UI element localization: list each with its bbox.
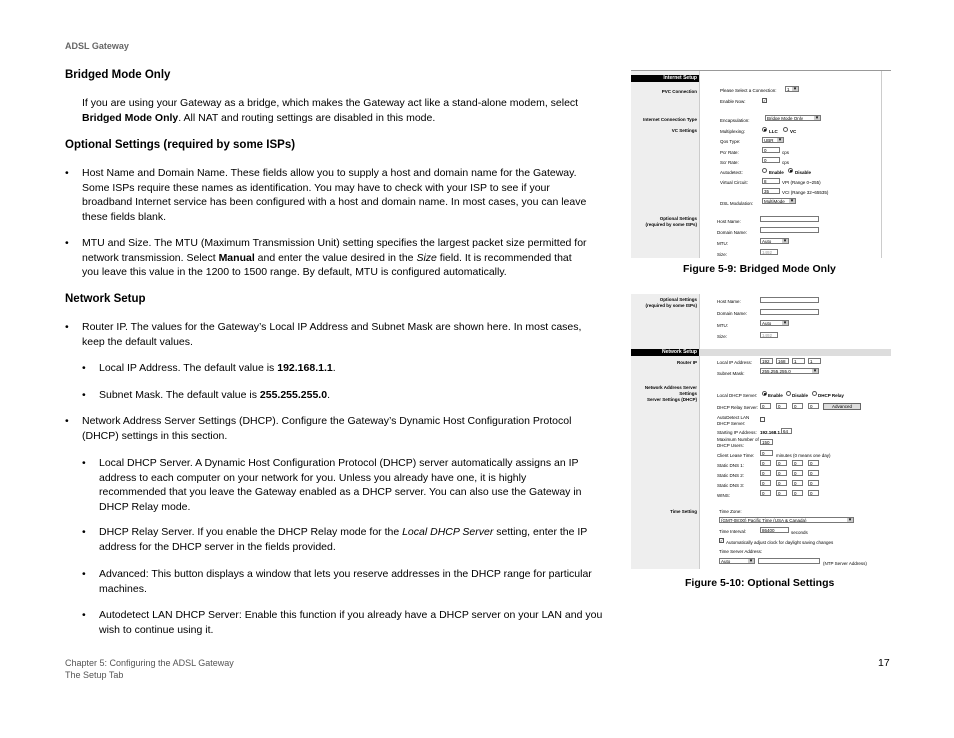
bullet-dot: • (82, 457, 86, 469)
dns-octet-input[interactable]: 0 (792, 460, 803, 466)
section-label-optional: Optional Settings (659, 297, 697, 302)
text-line: Router IP. The values for the Gateway’s Local IP Address and Subnet Mask are shown here. In most cases, (82, 321, 582, 333)
text-line: recommended that you leave the Gateway enabled as a DHCP server. You can also use the Gateway in (99, 486, 582, 498)
field-label: Scr Rate: (720, 160, 739, 165)
text-line: machines. (99, 582, 147, 595)
bullet-mtu (65, 236, 587, 280)
text-line: Autodetect LAN DHCP Server: Enable this function if you already have a DHCP server on your LAN and you (99, 609, 603, 621)
relay-octet-input[interactable]: 0 (808, 403, 819, 409)
sub-bullet-local-ip (82, 361, 336, 376)
text-span: and enter the value desired in the (254, 251, 417, 264)
field-label: Time Zone: (719, 509, 742, 514)
sub-bullet-relay (82, 525, 588, 554)
section-label-optional-sub: (required by some ISPs) (645, 303, 697, 308)
text-span: . All NAT and routing settings are disabled in this mode. (178, 111, 436, 124)
autodetect-lan-checkbox[interactable] (760, 417, 765, 422)
bullet-dot: • (82, 568, 86, 580)
field-label: Local IP Address: (717, 360, 752, 365)
bold-term: 255.255.255.0 (259, 389, 328, 401)
host-name-input[interactable] (760, 297, 819, 303)
autodetect-enable-radio[interactable] (762, 168, 767, 173)
dhcp-relay-radio[interactable] (812, 391, 817, 396)
field-label: Static DNS 1: (717, 463, 745, 468)
dns-octet-input[interactable]: 0 (776, 460, 787, 466)
range-label: VPI (Range 0~255) (782, 180, 821, 185)
field-label: Local DHCP Server: (717, 393, 758, 398)
divider (881, 71, 882, 258)
bold-term: Manual (218, 251, 255, 264)
field-label: Client Lease Time: (717, 453, 755, 458)
sub-bullet-local-dhcp (82, 456, 582, 514)
running-header: ADSL Gateway (65, 41, 129, 51)
section-bar-network-setup: Network Setup (631, 349, 699, 356)
italic-term: Local DHCP Server (402, 526, 494, 538)
ip-octet-input[interactable]: 1 (792, 358, 805, 364)
connection-select[interactable]: 1 ▾ (785, 86, 799, 92)
lease-time-input[interactable]: 0 (760, 450, 773, 456)
radio-label: Enable (768, 393, 783, 398)
relay-octet-input[interactable]: 0 (776, 403, 787, 409)
dns-octet-input[interactable]: 0 (792, 470, 803, 476)
wins-octet-input[interactable]: 0 (792, 490, 803, 496)
wins-octet-input[interactable]: 0 (776, 490, 787, 496)
field-label: AutoDetect LAN (717, 415, 750, 420)
text-span: . (327, 389, 330, 401)
text-line: Advanced: This button displays a window that lets you reserve addresses in the DHCP range for particular (99, 568, 592, 580)
field-label: DHCP Users: (717, 443, 744, 448)
bullet-dot: • (65, 415, 69, 427)
mtu-select[interactable]: Auto ▾ (760, 320, 789, 326)
radio-label: DHCP Relay (818, 393, 844, 398)
bullet-dot: • (82, 526, 86, 538)
section-label-nas: Network Address Server (644, 385, 697, 390)
vc-radio[interactable] (783, 127, 788, 132)
field-label: Static DNS 2: (717, 473, 745, 478)
radio-label: Enable (769, 170, 784, 175)
field-label: WINS: (717, 493, 730, 498)
unit-label: cps (782, 160, 790, 165)
text-line: Network Address Server Settings (DHCP). Configure the Gateway’s Dynamic Host Configuration Protocol (82, 415, 572, 427)
field-label: DHCP Server: (717, 421, 746, 426)
checkbox-label: Automatically adjust clock for daylight saving changes (726, 540, 834, 545)
wins-octet-input[interactable]: 0 (808, 490, 819, 496)
section-label-time: Time Setting (670, 509, 697, 514)
field-label: MTU: (717, 323, 728, 328)
text-line: Some ISPs require these names as identification. You may have to check with your ISP to see if your (82, 181, 550, 194)
dns-octet-input[interactable]: 0 (760, 480, 771, 486)
field-label: Static DNS 3: (717, 483, 745, 488)
advanced-button[interactable]: Advanced (823, 403, 861, 410)
field-label: Size: (717, 334, 728, 339)
text-line (99, 361, 336, 376)
bullet-dot: • (65, 237, 69, 249)
section-label-nas: Settings (679, 391, 697, 396)
dns-octet-input[interactable]: 0 (808, 470, 819, 476)
ip-octet-input[interactable]: 168 (776, 358, 789, 364)
vci-input[interactable]: 35 (762, 188, 780, 194)
radio-label: VC (790, 129, 797, 134)
ip-octet-input[interactable]: 192 (760, 358, 773, 364)
text-line: address to each computer on your network for you. Unless you already have one, it is highly (99, 471, 527, 484)
text-line: The Setup Tab (65, 670, 124, 680)
dns-octet-input[interactable]: 0 (808, 480, 819, 486)
unit-label: (NTP Server Address) (823, 561, 867, 566)
text-line: Local DHCP Server. A Dynamic Host Configuration Protocol (DHCP) server automatically assigns an IP (99, 457, 579, 469)
unit-label: cps (782, 150, 790, 155)
text-span: network transmission. Select (82, 251, 219, 264)
ip-octet-input[interactable]: 1 (808, 358, 821, 364)
bullet-dhcp (65, 414, 572, 443)
bullet-dot: • (82, 362, 86, 374)
field-label: Domain Name: (717, 311, 748, 316)
section-label-nas: Server Settings (DHCP) (646, 397, 697, 402)
text-line (82, 111, 587, 126)
wins-octet-input[interactable]: 0 (760, 490, 771, 496)
size-input[interactable]: 1492 (760, 249, 778, 255)
text-line: these fields blank. (82, 210, 167, 223)
text-line (99, 388, 330, 403)
range-label: VCI (Range 32~65535) (782, 190, 829, 195)
field-label: Pcr Rate: (720, 150, 739, 155)
time-zone-select[interactable]: (GMT-08:00) Pacific Time (USA & Canada) ▾ (719, 517, 854, 523)
relay-octet-input[interactable]: 0 (760, 403, 771, 409)
divider (699, 294, 700, 569)
text-span: setting, enter the IP (493, 526, 588, 538)
time-server-input[interactable] (758, 558, 820, 564)
section-label-ict: Internet Connection Type (643, 117, 697, 122)
field-label: Time Server Address: (719, 549, 763, 554)
text-line: keep the default values. (82, 335, 193, 348)
section-title-bridged: Bridged Mode Only (65, 69, 171, 81)
field-label: Maximum Number of (717, 437, 759, 442)
text-line: wish to continue using it. (99, 623, 214, 636)
dsl-modulation-select[interactable]: MultiMode ▾ (762, 198, 796, 204)
text-line: Host Name and Domain Name. These fields allow you to supply a host and domain name for the Gateway. (82, 167, 577, 179)
dhcp-enable-radio[interactable] (762, 391, 767, 396)
page-number: 17 (878, 657, 890, 669)
dns-octet-input[interactable]: 0 (792, 480, 803, 486)
text-span: . (332, 362, 336, 374)
domain-name-input[interactable] (760, 309, 819, 315)
text-span: Local IP Address. The default value is (99, 362, 278, 374)
field-label: Autodetect: (720, 170, 743, 175)
dns-octet-input[interactable]: 0 (760, 460, 771, 466)
text-line: If you are using your Gateway as a bridge, which makes the Gateway act like a stand-alone modem, select (82, 97, 579, 109)
bullet-dot: • (82, 609, 86, 621)
section-title-network: Network Setup (65, 293, 146, 305)
encapsulation-select[interactable]: Bridge Mode Only ▾ (765, 115, 821, 121)
field-label: Size: (717, 252, 728, 257)
footer-chapter (65, 657, 234, 681)
subnet-mask-select[interactable]: 255.255.255.0 ▾ (760, 368, 819, 374)
text-line: Chapter 5: Configuring the ADSL Gateway (65, 658, 234, 668)
field-label: Please Select a Connection: (720, 88, 777, 93)
dhcp-disable-radio[interactable] (786, 391, 791, 396)
llc-radio[interactable] (762, 127, 767, 132)
enable-now-checkbox[interactable]: ✓ (763, 98, 767, 103)
section-label-vc: VC Settings (671, 128, 697, 133)
text-line (99, 525, 587, 540)
starting-ip-prefix: 192.168.1. (760, 430, 782, 435)
bold-term: 192.168.1.1 (277, 362, 333, 374)
radio-label: Disable (792, 393, 809, 398)
unit-label: seconds (791, 530, 808, 535)
time-interval-input[interactable]: 86400 (760, 527, 789, 533)
text-line: you leave this value in the 1200 to 1500 range. By default, MTU is configured automatically. (82, 266, 507, 278)
field-label: Host Name: (717, 219, 741, 224)
text-line (82, 251, 587, 266)
field-label: MTU: (717, 241, 728, 246)
figure-left-column (631, 294, 699, 569)
relay-octet-input[interactable]: 0 (792, 403, 803, 409)
dns-octet-input[interactable]: 0 (760, 470, 771, 476)
bullet-dot: • (82, 389, 86, 401)
bullet-dot: • (65, 321, 69, 333)
size-input[interactable]: 1492 (760, 332, 778, 338)
field-label: DHCP Relay Server: (717, 405, 759, 410)
max-users-input[interactable]: 150 (760, 439, 773, 445)
qos-select[interactable]: UBR ▾ (762, 137, 784, 143)
text-line: MTU and Size. The MTU (Maximum Transmission Unit) setting specifies the largest packet size permitted for (82, 237, 587, 249)
dns-octet-input[interactable]: 0 (776, 470, 787, 476)
bullet-dot: • (65, 167, 69, 179)
section-label-optional-sub: (required by some ISPs) (645, 222, 697, 227)
text-span: field. It is recommended that (436, 251, 572, 264)
sub-bullet-advanced (82, 567, 592, 596)
figure-optional-screenshot (631, 294, 891, 569)
section-bar-internet-setup: Internet Setup (631, 75, 699, 82)
starting-ip-input[interactable]: 64 (781, 428, 792, 434)
time-server-select[interactable]: Auto ▾ (719, 558, 755, 564)
field-label: Enable Now: (720, 99, 746, 104)
text-line: (DHCP) settings in this section. (82, 429, 228, 442)
host-name-input[interactable] (760, 216, 819, 222)
section-bar-fill (699, 349, 891, 356)
radio-label: Disable (795, 170, 812, 175)
radio-label: LLC (769, 129, 778, 134)
field-label: Host Name: (717, 299, 741, 304)
dns-octet-input[interactable]: 0 (808, 460, 819, 466)
text-span: Subnet Mask. The default value is (99, 389, 260, 401)
field-label: Virtual Circuit: (720, 180, 748, 185)
dns-octet-input[interactable]: 0 (776, 480, 787, 486)
section-title-optional: Optional Settings (required by some ISPs) (65, 139, 296, 151)
mtu-select[interactable]: Auto ▾ (760, 238, 789, 244)
text-line: address for the DHCP server in the fields provided. (99, 540, 336, 553)
figure-bridged-screenshot (631, 70, 891, 258)
field-label: Domain Name: (717, 230, 748, 235)
sub-bullet-subnet (82, 388, 330, 403)
vpi-input[interactable]: 8 (762, 178, 780, 184)
text-line: DHCP Relay mode. (99, 500, 191, 513)
divider (699, 71, 700, 258)
field-label: Qos Type: (720, 139, 741, 144)
field-label: Starting IP Address: (717, 430, 757, 435)
field-label: Multiplexing: (720, 129, 746, 134)
field-label: Time Interval: (719, 529, 747, 534)
unit-label: minutes (0 means one day) (776, 453, 831, 458)
dst-checkbox[interactable]: ✓ (720, 538, 724, 543)
scr-input[interactable]: 0 (762, 157, 780, 163)
bridged-paragraph (82, 96, 587, 125)
bold-term: Bridged Mode Only (82, 111, 179, 124)
figure-left-column (631, 71, 699, 258)
text-span: DHCP Relay Server. If you enable the DHCP Relay mode for the (99, 526, 403, 538)
bullet-host-name (65, 166, 587, 224)
section-label-optional: Optional Settings (659, 216, 697, 221)
italic-term: Size (416, 251, 437, 264)
figure-caption-5-10: Figure 5-10: Optional Settings (685, 577, 835, 589)
text-line: broadband Internet service has been configured with a host and domain name. In most cases, you can leave (82, 196, 587, 208)
bullet-router-ip (65, 320, 582, 349)
field-label: Subnet Mask: (717, 371, 745, 376)
field-label: DSL Modulation: (720, 201, 754, 206)
pcr-input[interactable]: 0 (762, 147, 780, 153)
section-label-pvc: PVC Connection (661, 89, 697, 94)
figure-caption-5-9: Figure 5-9: Bridged Mode Only (683, 263, 836, 275)
field-label: Encapsulation: (720, 118, 750, 123)
autodetect-disable-radio[interactable] (788, 168, 793, 173)
domain-name-input[interactable] (760, 227, 819, 233)
section-label-router-ip: Router IP (676, 360, 697, 365)
sub-bullet-autodetect (82, 608, 603, 637)
